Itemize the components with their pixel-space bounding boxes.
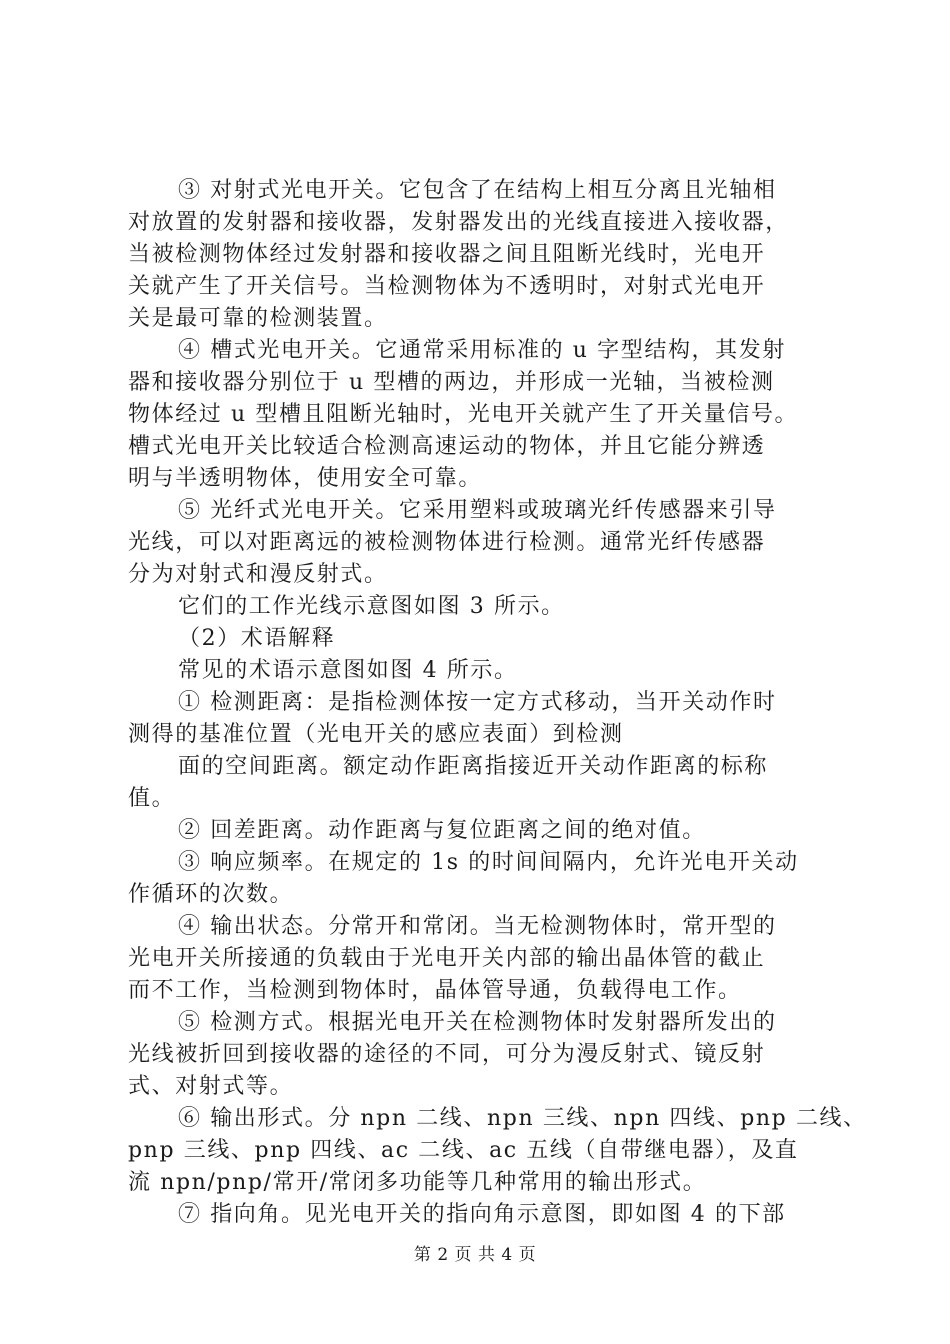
- text-line: pnp 三线、pnp 四线、ac 二线、ac 五线（自带继电器），及直: [128, 1138, 799, 1163]
- text-line: 明与半透明物体，使用安全可靠。: [128, 466, 483, 491]
- text-line: 对放置的发射器和接收器，发射器发出的光线直接进入接收器，: [128, 210, 789, 235]
- text-line: 器和接收器分别位于 u 型槽的两边，并形成一光轴，当被检测: [128, 370, 775, 395]
- text-line: ⑤ 光纤式光电开关。它采用塑料或玻璃光纤传感器来引导: [178, 498, 777, 523]
- text-line: 分为对射式和漫反射式。: [128, 562, 388, 587]
- text-line: 槽式光电开关比较适合检测高速运动的物体，并且它能分辨透: [128, 434, 766, 459]
- text-line: 作循环的次数。: [128, 882, 294, 907]
- section-heading: （2）术语解释: [178, 626, 336, 651]
- text-line: 它们的工作光线示意图如图 3 所示。: [178, 594, 565, 619]
- text-line: 关是最可靠的检测装置。: [128, 306, 388, 331]
- page-footer: 第 2 页 共 4 页: [413, 1245, 537, 1265]
- text-line: 光线被折回到接收器的途径的不同，可分为漫反射式、镜反射: [128, 1042, 766, 1067]
- text-line: ④ 输出状态。分常开和常闭。当无检测物体时，常开型的: [178, 914, 777, 939]
- text-line: ② 回差距离。动作距离与复位距离之间的绝对值。: [178, 818, 706, 843]
- text-line: 流 npn/pnp/常开/常闭多功能等几种常用的输出形式。: [128, 1170, 707, 1195]
- text-line: ⑦ 指向角。见光电开关的指向角示意图，即如图 4 的下部: [178, 1202, 786, 1227]
- text-line: 常见的术语示意图如图 4 所示。: [178, 658, 518, 683]
- text-line: 关就产生了开关信号。当检测物体为不透明时，对射式光电开: [128, 274, 766, 299]
- text-line: ③ 响应频率。在规定的 1s 的时间间隔内，允许光电开关动: [178, 850, 799, 875]
- text-line: 当被检测物体经过发射器和接收器之间且阻断光线时，光电开: [128, 242, 766, 267]
- text-line: 光电开关所接通的负载由于光电开关内部的输出晶体管的截止: [128, 946, 766, 971]
- text-line: 式、对射式等。: [128, 1074, 294, 1099]
- text-line: 面的空间距离。额定动作距离指接近开关动作距离的标称: [178, 754, 769, 779]
- text-line: 测得的基准位置（光电开关的感应表面）到检测: [128, 722, 624, 747]
- text-line: 而不工作，当检测到物体时，晶体管导通，负载得电工作。: [128, 978, 742, 1003]
- text-line: 值。: [128, 786, 176, 811]
- text-line: ④ 槽式光电开关。它通常采用标准的 u 字型结构，其发射: [178, 338, 786, 363]
- text-line: 光线，可以对距离远的被检测物体进行检测。通常光纤传感器: [128, 530, 766, 555]
- text-line: ⑤ 检测方式。根据光电开关在检测物体时发射器所发出的: [178, 1010, 777, 1035]
- text-line: ① 检测距离：是指检测体按一定方式移动，当开关动作时: [178, 690, 777, 715]
- text-line: 物体经过 u 型槽且阻断光轴时，光电开关就产生了开关量信号。: [128, 402, 799, 427]
- text-line: ③ 对射式光电开关。它包含了在结构上相互分离且光轴相: [178, 178, 777, 203]
- text-line: ⑥ 输出形式。分 npn 二线、npn 三线、npn 四线、pnp 二线、: [178, 1106, 867, 1131]
